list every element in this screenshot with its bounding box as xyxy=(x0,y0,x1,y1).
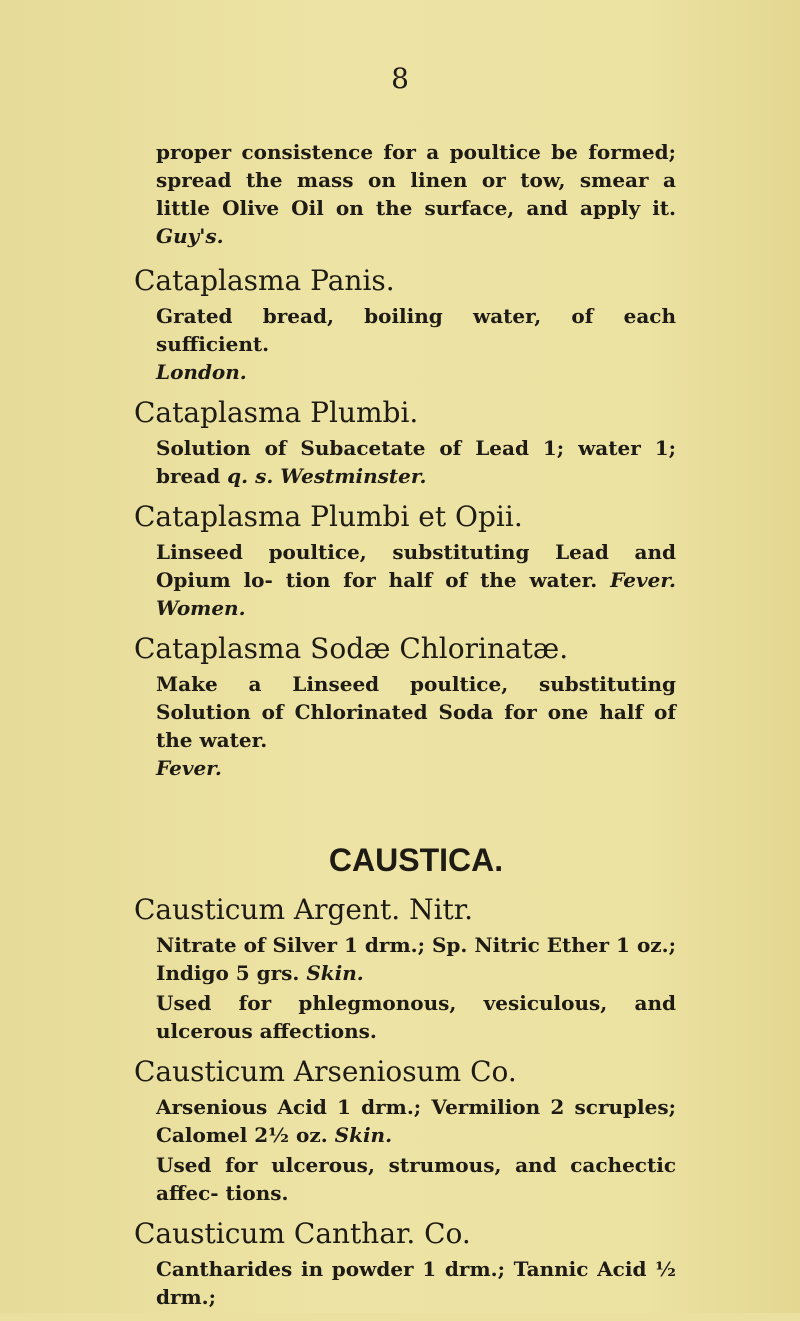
entry-body: Grated bread, boiling water, of each sufficient. xyxy=(156,304,676,356)
entry-body-qs: q. s. xyxy=(227,464,274,488)
entry-source: Fever. xyxy=(156,756,222,780)
entry-cataplasma-panis xyxy=(134,264,676,386)
entry-body: Linseed poultice, substituting Lead and Opium lo- tion for half of the water. xyxy=(156,540,676,592)
intro-source: Guy's. xyxy=(156,224,224,248)
entry-title: Causticum Argent. Nitr. xyxy=(134,893,473,926)
entry-causticum-arseniosum xyxy=(134,1055,676,1207)
entry-source: London. xyxy=(156,360,247,384)
entry-title: Cataplasma Plumbi et Opii. xyxy=(134,500,523,533)
entry-source: Westminster. xyxy=(280,464,427,488)
entry-source: Fever. Women. xyxy=(156,568,676,620)
entry-text xyxy=(156,302,676,386)
entry-source: Skin. xyxy=(306,961,364,985)
intro-paragraph xyxy=(156,138,676,250)
entry-body: Make a Linseed poultice, substituting Solution of Chlorinated Soda for one half of the water. xyxy=(156,672,676,752)
entry-title: Cataplasma Panis. xyxy=(134,264,395,297)
intro-line: spread the mass on linen or tow, smear a little xyxy=(156,168,676,220)
entry-text xyxy=(156,434,676,490)
entry-cataplasma-sodae xyxy=(134,632,676,782)
section-title: CAUSTICA. xyxy=(328,842,504,878)
entry-text xyxy=(156,538,676,622)
intro-line: proper consistence for a poultice be formed; xyxy=(156,140,676,164)
entry-text: Cantharides in powder 1 drm.; Tannic Acid ½ drm.; xyxy=(156,1257,676,1309)
entry-text xyxy=(156,931,676,987)
entry-body: Arsenious Acid 1 drm.; Vermilion 2 scruples; Calomel 2½ oz. xyxy=(156,1095,676,1147)
page-number: 8 xyxy=(391,62,409,95)
entry-used: Used for phlegmonous, vesiculous, and ulcerous affections. xyxy=(156,991,676,1043)
entry-cataplasma-plumbi xyxy=(134,396,676,490)
entry-source: Skin. xyxy=(334,1123,393,1147)
entry-body: Solution of Subacetate of Lead 1; water 1; bread xyxy=(156,436,676,488)
entry-causticum-argent xyxy=(134,893,676,1045)
entry-title: Cataplasma Sodæ Chlorinatæ. xyxy=(134,632,569,665)
entry-cataplasma-plumbi-opii xyxy=(134,500,676,622)
entry-text xyxy=(156,670,676,782)
entry-title: Causticum Arseniosum Co. xyxy=(134,1055,517,1088)
page-body xyxy=(134,138,676,1321)
intro-line: Olive Oil on the surface, and apply it. xyxy=(222,196,676,220)
entry-title: Cataplasma Plumbi. xyxy=(134,396,419,429)
entry-text xyxy=(156,1093,676,1149)
entry-body: Nitrate of Silver 1 drm.; Sp. Nitric Ether 1 oz.; Indigo 5 grs. xyxy=(156,933,676,985)
entry-title: Causticum Canthar. Co. xyxy=(134,1217,471,1250)
entry-causticum-canthar xyxy=(134,1217,676,1311)
entry-used: Used for ulcerous, strumous, and cachectic affec- tions. xyxy=(156,1153,676,1205)
